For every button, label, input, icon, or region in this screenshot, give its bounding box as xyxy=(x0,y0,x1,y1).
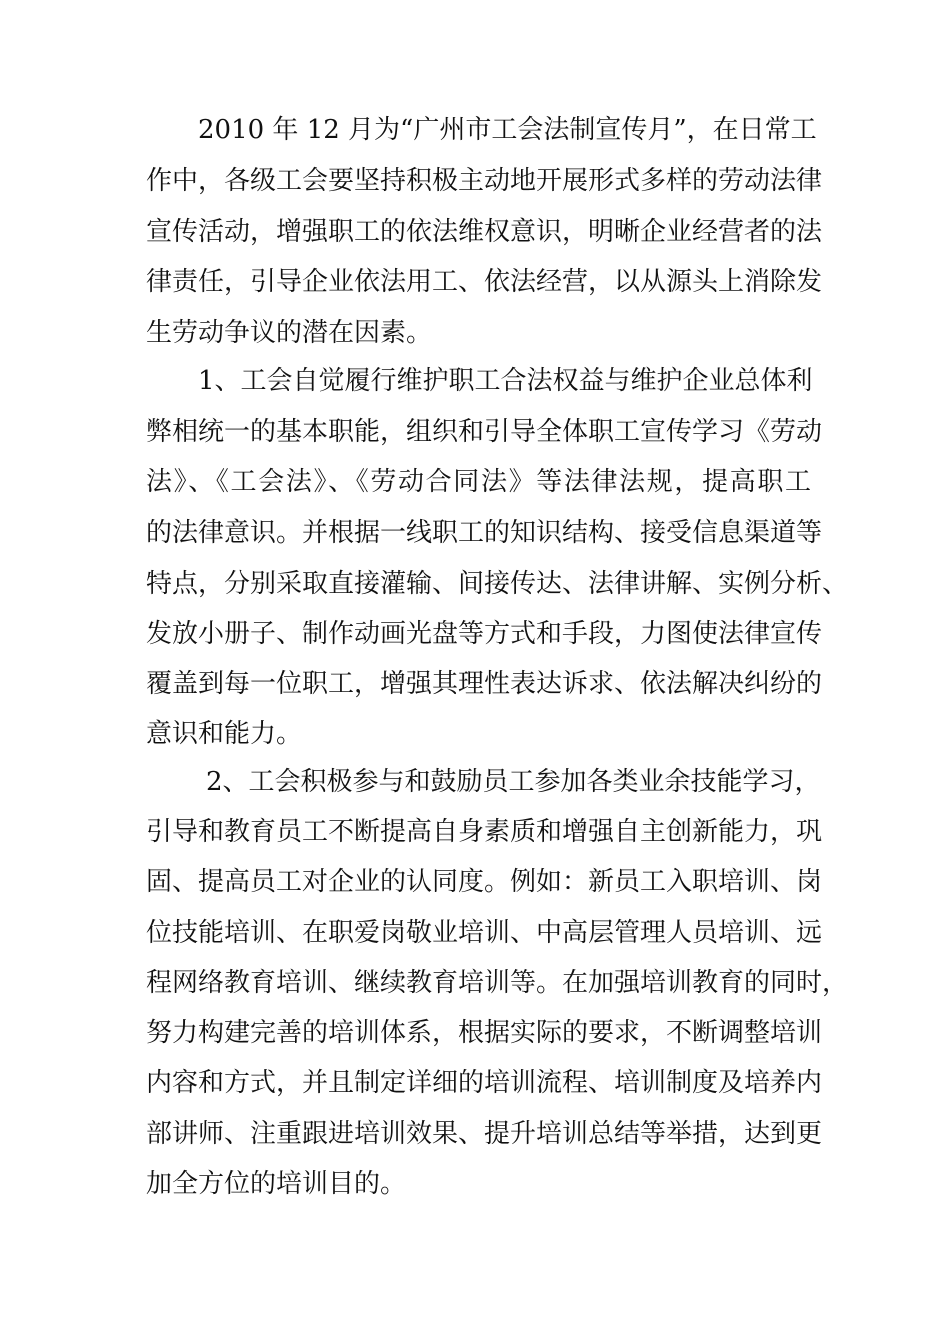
paragraph-2-line-3: 法》、《工会法》、《劳动合同法》等法律法规，提高职工 xyxy=(146,467,811,497)
paragraph-2-line-4: 的法律意识。并根据一线职工的知识结构、接受信息渠道等 xyxy=(146,518,823,548)
paragraph-2-line-1: 1、工会自觉履行维护职工合法权益与维护企业总体利 xyxy=(198,366,813,396)
paragraph-3-line-7: 内容和方式，并且制定详细的培训流程、培训制度及培养内 xyxy=(146,1068,823,1098)
paragraph-3-line-2: 引导和教育员工不断提高自身素质和增强自主创新能力，巩 xyxy=(146,817,823,847)
paragraph-1-line-3: 宣传活动，增强职工的依法维权意识，明晰企业经营者的法 xyxy=(146,217,823,247)
paragraph-1-line-4: 律责任，引导企业依法用工、依法经营，以从源头上消除发 xyxy=(146,267,823,297)
paragraph-3-line-1: 2、工会积极参与和鼓励员工参加各类业余技能学习， xyxy=(206,767,821,797)
paragraph-3-line-3: 固、提高员工对企业的认同度。例如：新员工入职培训、岗 xyxy=(146,867,823,897)
paragraph-3-line-4: 位技能培训、在职爱岗敬业培训、中高层管理人员培训、远 xyxy=(146,918,823,948)
paragraph-1-line-2: 作中，各级工会要坚持积极主动地开展形式多样的劳动法律 xyxy=(146,166,823,196)
paragraph-2-line-8: 意识和能力。 xyxy=(146,719,303,749)
paragraph-2-line-6: 发放小册子、制作动画光盘等方式和手段，力图使法律宣传 xyxy=(146,619,823,649)
paragraph-1-line-5: 生劳动争议的潜在因素。 xyxy=(146,318,433,348)
paragraph-3-line-9: 加全方位的培训目的。 xyxy=(146,1169,407,1199)
paragraph-2-line-2: 弊相统一的基本职能，组织和引导全体职工宣传学习《劳动 xyxy=(146,417,823,447)
paragraph-3-line-8: 部讲师、注重跟进培训效果、提升培训总结等举措，达到更 xyxy=(146,1119,823,1149)
paragraph-2-line-7: 覆盖到每一位职工，增强其理性表达诉求、依法解决纠纷的 xyxy=(146,669,823,699)
paragraph-3-line-5: 程网络教育培训、继续教育培训等。在加强培训教育的同时， xyxy=(146,968,849,998)
paragraph-1-line-1: 2010 年 12 月为“广州市工会法制宣传月”，在日常工 xyxy=(198,115,817,145)
paragraph-3-line-6: 努力构建完善的培训体系，根据实际的要求，不断调整培训 xyxy=(146,1018,823,1048)
paragraph-2-line-5: 特点，分别采取直接灌输、间接传达、法律讲解、实例分析、 xyxy=(146,569,849,599)
